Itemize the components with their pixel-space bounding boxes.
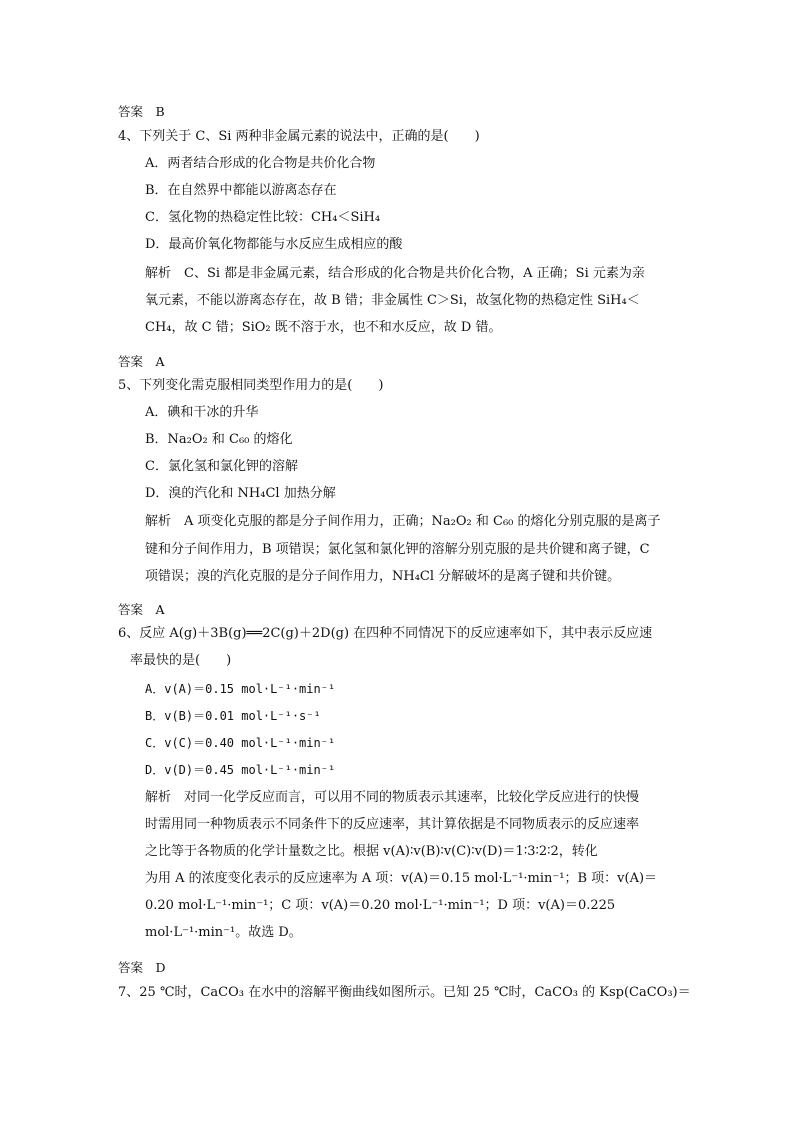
question-4-stem: 4、下列关于 C、Si 两种非金属元素的说法中，正确的是( ) [118, 129, 480, 144]
explanation-line: 键和分子间作用力，B 项错误；氯化氢和氯化钾的溶解分别克服的是共价键和离子键，C [145, 542, 650, 557]
answer-line: 答案 A [118, 354, 165, 369]
option-b: B．在自然界中都能以游离态存在 [145, 183, 337, 198]
answer-line: 答案 A [118, 602, 165, 617]
answer-line: 答案 D [118, 960, 166, 975]
explanation-line: 氧元素，不能以游离态存在，故 B 错；非金属性 C＞Si，故氢化物的热稳定性 SiH₄＜ [145, 293, 640, 308]
question-6-stem-cont: 率最快的是( ) [130, 653, 232, 668]
option-a: A．v(A)＝0.15 mol·L⁻¹·min⁻¹ [145, 682, 336, 696]
option-c: C．氯化氢和氯化钾的溶解 [145, 459, 298, 474]
option-c: C．氢化物的热稳定性比较：CH₄＜SiH₄ [145, 210, 381, 225]
option-b: B．v(B)＝0.01 mol·L⁻¹·s⁻¹ [145, 709, 321, 723]
answer-line: 答案 B [118, 104, 165, 119]
explanation-line: 解析 A 项变化克服的都是分子间作用力，正确；Na₂O₂ 和 C₆₀ 的熔化分别克服的是离子 [145, 514, 661, 529]
option-d: D．v(D)＝0.45 mol·L⁻¹·min⁻¹ [145, 763, 336, 777]
option-b: B．Na₂O₂ 和 C₆₀ 的熔化 [145, 432, 293, 447]
option-a: A．碘和干冰的升华 [145, 405, 259, 420]
option-a: A．两者结合形成的化合物是共价化合物 [145, 156, 376, 171]
question-5-stem: 5、下列变化需克服相同类型作用力的是( ) [118, 378, 384, 393]
question-7-stem: 7、25 ℃时，CaCO₃ 在水中的溶解平衡曲线如图所示。已知 25 ℃时，CaCO₃ 的 Ksp(CaCO₃)＝ [118, 985, 691, 1000]
explanation-line: CH₄，故 C 错；SiO₂ 既不溶于水，也不和水反应，故 D 错。 [145, 320, 502, 335]
explanation-line: mol·L⁻¹·min⁻¹。故选 D。 [145, 925, 302, 940]
explanation-line: 为用 A 的浓度变化表示的反应速率为 A 项：v(A)＝0.15 mol·L⁻¹·min⁻¹；B 项：v(A)＝ [145, 871, 658, 886]
explanation-line: 之比等于各物质的化学计量数之比。根据 v(A)∶v(B)∶v(C)∶v(D)＝1∶3∶2∶2，转化 [145, 844, 598, 859]
explanation-line: 时需用同一种物质表示不同条件下的反应速率，其计算依据是不同物质表示的反应速率 [145, 817, 640, 832]
explanation-line: 项错误；溴的汽化克服的是分子间作用力，NH₄Cl 分解破坏的是离子键和共价键。 [145, 569, 621, 584]
explanation-line: 解析 对同一化学反应而言，可以用不同的物质表示其速率，比较化学反应进行的快慢 [145, 790, 640, 805]
option-d: D．溴的汽化和 NH₄Cl 加热分解 [145, 486, 336, 501]
explanation-line: 解析 C、Si 都是非金属元素，结合形成的化合物是共价化合物，A 正确；Si 元素为亲 [145, 266, 645, 281]
option-c: C．v(C)＝0.40 mol·L⁻¹·min⁻¹ [145, 736, 336, 750]
option-d: D．最高价氧化物都能与水反应生成相应的酸 [145, 237, 403, 252]
explanation-line: 0.20 mol·L⁻¹·min⁻¹；C 项：v(A)＝0.20 mol·L⁻¹·min⁻¹；D 项：v(A)＝0.225 [145, 898, 616, 913]
question-6-stem: 6、反应 A(g)＋3B(g)══2C(g)＋2D(g) 在四种不同情况下的反应速率如下，其中表示反应速 [118, 626, 653, 641]
